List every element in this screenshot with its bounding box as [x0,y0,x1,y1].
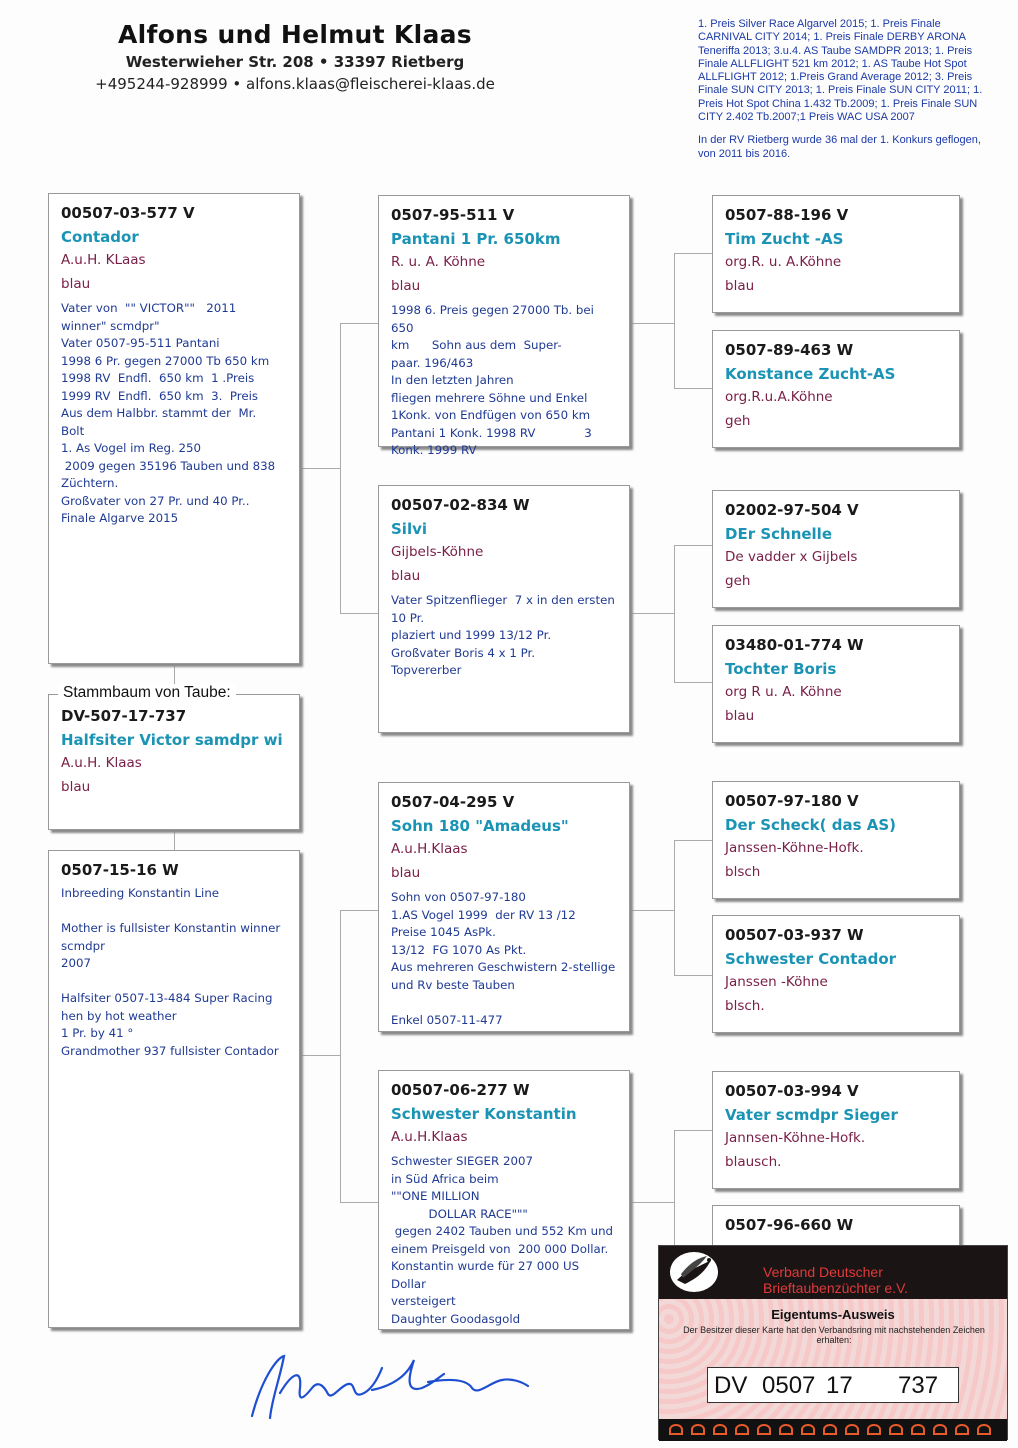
fmf-name: DEr Schnelle [725,525,832,543]
mf-breeder: A.u.H.Klaas [391,841,468,857]
mm-box [378,1070,630,1330]
fm-notes: Vater Spitzenflieger 7 x in den ersten 10 Pr. plaziert und 1999 13/12 Pr. Großvater Boris 4 x 1 Pr. Topvererber [391,593,615,677]
connector [174,830,175,850]
card-description: Der Besitzer dieser Karte hat den Verbandsring mit nachstehenden Zeichen erhalten: [683,1325,985,1345]
fmf-color: geh [725,573,751,589]
mmm-ring: 0507-96-660 W [725,1216,854,1234]
fmm-color: blau [725,708,755,724]
card-ring-year: 17 [826,1372,853,1399]
mm-name: Schwester Konstantin [391,1105,577,1123]
connector [340,323,341,613]
connector [674,840,675,975]
mm-breeder: A.u.H.Klaas [391,1129,468,1145]
ffm-box [712,330,960,448]
connector [674,253,675,388]
connector [630,1202,674,1203]
subject-box [48,694,300,830]
mff-name: Der Scheck( das AS) [725,816,897,834]
fmm-ring: 03480-01-774 W [725,636,864,654]
fff-box [712,195,960,313]
mmf-box [712,1071,960,1189]
fff-breeder: org.R. u. A.Köhne [725,254,842,270]
card-header [659,1246,1007,1299]
connector [674,253,712,254]
ffm-ring: 0507-89-463 W [725,341,854,359]
subject-name: Halfsiter Victor samdpr wi [61,731,283,749]
owner-header [60,18,530,93]
mf-notes: Sohn von 0507-97-180 1.AS Vogel 1999 der RV 13 /12 Preise 1045 AsPk. 13/12 FG 1070 As Pkt. Aus mehreren Geschwistern 2-stellige und Rv beste Tauben Enkel 0507-11-477 [391,890,616,1027]
connector [340,323,378,324]
fm-breeder: Gijbels-Köhne [391,544,484,560]
mfm-color: blsch. [725,998,765,1014]
card-ring-number [707,1367,959,1403]
card-pattern-strip [659,1419,1007,1441]
connector [630,323,674,324]
mfm-box [712,915,960,1033]
fmm-breeder: org R u. A. Köhne [725,684,842,700]
card-org: Verband Deutscher Brieftaubenzüchter e.V. [763,1264,909,1296]
ownership-card [658,1245,1008,1440]
mff-breeder: Janssen-Köhne-Hofk. [725,840,864,856]
mff-box [712,781,960,899]
connector [674,975,712,976]
connector [674,1130,675,1250]
fm-ring: 00507-02-834 W [391,496,530,514]
mmf-breeder: Jannsen-Köhne-Hofk. [725,1130,866,1146]
owner-contact: +495244-928999 • alfons.klaas@fleischerei-klaas.de [95,75,495,93]
fmf-ring: 02002-97-504 V [725,501,859,519]
father-notes: Vater von "" VICTOR"" 2011 winner" scmdpr" Vater 0507-95-511 Pantani 1998 6 Pr. gegen 27000 Tb 650 km 1998 RV Endfl. 650 km 1 .Preis 1999 RV Endfl. 650 km 3. Preis Aus dem Halbbr. stammt der Mr. Bolt 1. As Vogel im Reg. 250 2009 gegen 35196 Tauben und 838 Züchtern. Großvater von 27 Pr. und 40 Pr.. Finale Algarve 2015 [61,301,276,525]
fm-box [378,485,630,733]
awards-block [698,18,993,171]
card-body [659,1299,1007,1441]
ff-name: Pantani 1 Pr. 650km [391,230,561,248]
mother-ring: 0507-15-16 W [61,861,179,879]
connector [630,613,674,614]
awards-note: In der RV Rietberg wurde 36 mal der 1. Konkurs geflogen, von 2011 bis 2016. [698,134,981,160]
mfm-ring: 00507-03-937 W [725,926,864,944]
connector [674,545,712,546]
ff-color: blau [391,278,421,294]
subject-ring: DV-507-17-737 [61,707,187,725]
pedigree-label: Stammbaum von Taube: [58,684,236,702]
card-ring-number-value: 737 [898,1372,939,1399]
fff-name: Tim Zucht -AS [725,230,844,248]
awards-text: 1. Preis Silver Race Algarvel 2015; 1. Preis Finale CARNIVAL CITY 2014; 1. Preis Finale DERBY ARONA Teneriffa 2013; 3.u.4. AS Taube SAMDPR 2013; 1. Preis Finale ALLFLIGHT 521 km 2012; 1. AS Taube Hot Spot ALLFLIGHT 2012; 1.Preis Grand Average 2012; 3. Preis Finale SUN CITY 2013; 1. Preis Finale SUN CITY 2011; 1. Preis Hot Spot China 1.432 Tb.2009; 1. Preis Finale SUN CITY 2.402 Tb.2007;1 Preis WAC USA 2007 [698,18,983,124]
card-ring-prefix: DV [714,1372,748,1399]
father-ring: 00507-03-577 V [61,204,195,222]
ffm-color: geh [725,413,751,429]
ffm-breeder: org.R.u.A.Köhne [725,389,833,405]
mm-notes: Schwester SIEGER 2007 in Süd Africa beim ""ONE MILLION DOLLAR RACE""" gegen 2402 Tauben und 552 Km und einem Preisgeld von 200 000 Dollar. Konstantin wurde für 27 000 US Dollar versteigert Daughter Goodasgold [391,1154,614,1326]
mmf-color: blausch. [725,1154,782,1170]
fmm-name: Tochter Boris [725,660,837,678]
mother-box [48,850,300,1328]
mfm-name: Schwester Contador [725,950,897,968]
owner-name: Alfons und Helmut Klaas [118,20,472,49]
connector [340,910,378,911]
mff-ring: 00507-97-180 V [725,792,859,810]
fmm-box [712,625,960,743]
fm-color: blau [391,568,421,584]
fm-name: Silvi [391,520,428,538]
connector [674,1130,712,1131]
fmf-breeder: De vadder x Gijbels [725,549,858,565]
connector [340,613,378,614]
card-ring-club: 0507 [762,1372,816,1399]
owner-address: Westerwieher Str. 208 • 33397 Rietberg [125,53,465,71]
connector [300,468,340,469]
ff-breeder: R. u. A. Köhne [391,254,486,270]
father-box [48,193,300,664]
connector [630,910,674,911]
mfm-breeder: Janssen -Köhne [725,974,828,990]
connector [674,840,712,841]
connector [340,1202,378,1203]
mm-ring: 00507-06-277 W [391,1081,530,1099]
mmf-name: Vater scmdpr Sieger [725,1106,898,1124]
fff-color: blau [725,278,755,294]
mf-name: Sohn 180 "Amadeus" [391,817,569,835]
mmf-ring: 00507-03-994 V [725,1082,859,1100]
fmf-box [712,490,960,608]
pigeon-logo-icon [667,1250,721,1294]
signature [232,1338,532,1428]
father-color: blau [61,276,91,292]
connector [300,1055,340,1056]
ff-box [378,195,630,457]
mf-box [378,782,630,1032]
connector [674,682,712,683]
subject-color: blau [61,779,91,795]
connector [674,388,712,389]
connector [340,910,341,1202]
ff-ring: 0507-95-511 V [391,206,515,224]
ffm-name: Konstance Zucht-AS [725,365,896,383]
connector [674,545,675,682]
mf-color: blau [391,865,421,881]
subject-breeder: A.u.H. Klaas [61,755,142,771]
father-name: Contador [61,228,139,246]
mother-notes: Inbreeding Konstantin Line Mother is fullsister Konstantin winner scmdpr 2007 Halfsiter 0507-13-484 Super Racing hen by hot weather 1 Pr. by 41 ° Grandmother 937 fullsister Contador [61,886,281,1058]
ff-notes: 1998 6. Preis gegen 27000 Tb. bei 650 km Sohn aus dem Super- paar. 196/463 In den letzten Jahren fliegen mehrere Söhne und Enkel 1Konk. von Endfügen von 650 km Pantani 1 Konk. 1998 RV 3 Konk. 1999 RV [391,303,594,457]
mff-color: blsch [725,864,761,880]
mf-ring: 0507-04-295 V [391,793,515,811]
card-title: Eigentums-Ausweis [771,1307,895,1322]
fff-ring: 0507-88-196 V [725,206,849,224]
father-breeder: A.u.H. KLaas [61,252,146,268]
